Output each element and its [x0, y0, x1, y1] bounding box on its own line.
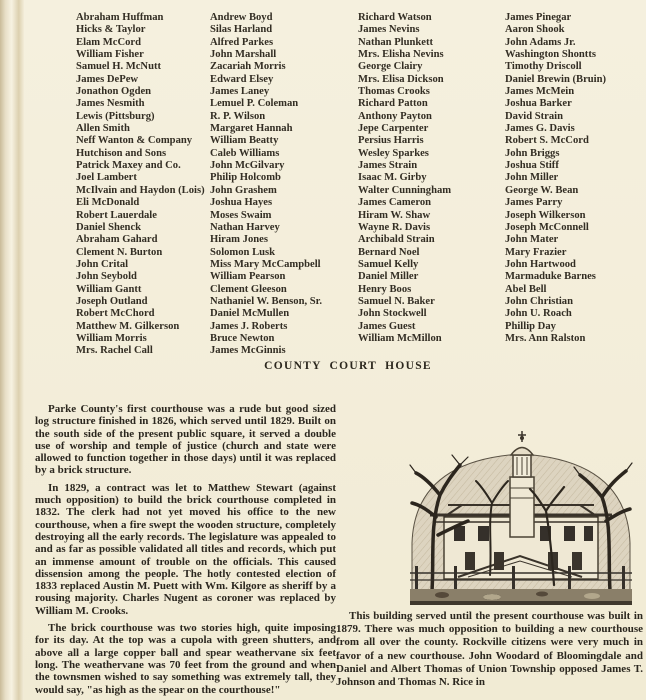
name-entry: Clement Gleeson [210, 283, 287, 295]
name-entry: Jepe Carpenter [358, 123, 429, 135]
name-entry: McIlvain and Haydon (Lois) [76, 184, 205, 196]
name-entry: Isaac M. Girby [358, 172, 427, 184]
name-entry: Robert McChord [76, 308, 155, 320]
name-entry: Joshua Hayes [210, 197, 273, 209]
name-entry: Daniel Shenck [76, 221, 142, 233]
name-entry: Anthony Payton [358, 110, 432, 122]
name-entry: John Miller [505, 172, 559, 184]
name-entry: James McMein [505, 86, 575, 98]
name-entry: Walter Cunningham [358, 184, 452, 196]
name-entry: James Laney [210, 86, 270, 98]
name-entry: Alfred Parkes [210, 36, 274, 48]
name-entry: Nathaniel W. Benson, Sr. [210, 295, 323, 307]
name-entry: Washington Shontts [505, 49, 596, 61]
name-entry: Joseph Wilkerson [505, 209, 586, 221]
name-entry: James McGinnis [210, 345, 286, 357]
name-entry: Nathan Plunkett [358, 36, 434, 48]
name-entry: James Pinegar [505, 12, 572, 23]
name-entry: John Adams Jr. [505, 36, 576, 48]
courthouse-illustration [402, 425, 641, 610]
name-entry: Archibald Strain [358, 234, 435, 246]
name-entry: Wesley Sparkes [358, 147, 429, 159]
name-entry: Clement N. Burton [76, 246, 163, 258]
name-entry: John Marshall [210, 49, 277, 61]
name-entry: Richard Watson [358, 12, 432, 23]
name-entry: William Morris [76, 332, 147, 344]
name-entry: Hutchison and Sons [76, 147, 167, 159]
name-entry: Bruce Newton [210, 332, 275, 344]
courthouse-drawing-icon [402, 425, 641, 610]
name-entry: Mary Frazier [505, 246, 567, 258]
name-entry: James Cameron [358, 197, 432, 209]
name-entry: John Stockwell [358, 308, 427, 320]
name-column-2 [210, 12, 358, 358]
name-entry: John Seybold [76, 271, 137, 283]
name-entry: Joseph Outland [76, 295, 148, 307]
name-entry: Daniel Miller [358, 271, 419, 283]
name-entry: Samuel N. Baker [358, 295, 435, 307]
name-entry: Joel Lambert [76, 172, 137, 184]
name-entry: William Fisher [76, 49, 144, 61]
name-entry: Joseph McConnell [505, 221, 589, 233]
article-paragraph: The brick courthouse was two stories high, quite imposing for its day. At the top was a cupola with green shutters, and above all a large copper ball and spear weathervane six feet long. The weathervane was 70 feet from the ground and when the townsmen wished to say something was extremely tall, they would say, "as high as the spear on the courthouse!" [35, 622, 336, 696]
name-entry: Wayne R. Davis [358, 221, 431, 233]
name-entry: Moses Swaim [210, 209, 272, 221]
name-entry: Mrs. Ann Ralston [505, 332, 586, 344]
name-entry: Zacariah Morris [210, 61, 286, 73]
name-entry: James Strain [358, 160, 418, 172]
name-entry: Robert S. McCord [505, 135, 589, 147]
name-entry: John Mater [505, 234, 559, 246]
name-entry: Mrs. Rachel Call [76, 345, 153, 357]
name-entry: Richard Patton [358, 98, 428, 110]
name-entry: James DePew [76, 73, 139, 85]
name-list-section [76, 12, 646, 358]
name-entry: Hiram W. Shaw [358, 209, 431, 221]
name-entry: Patrick Maxey and Co. [76, 160, 181, 172]
name-entry: John Hartwood [505, 258, 576, 270]
section-heading: COUNTY COURT HOUSE [264, 360, 432, 372]
name-entry: George Clairy [358, 61, 423, 73]
caption-text: This building served until the present courthouse was built in 1879. There was much opposition to building a new courthouse from all over the county. Rockville citizens were very much in favor of a new courthouse. John Woodard of Bloomingdale and Daniel and Albert Thomas of Union Township opposed James T. Johnson and Thomas N. Rice in [336, 610, 643, 689]
name-entry: Andrew Boyd [210, 12, 273, 23]
name-entry: Joshua Stiff [505, 160, 559, 172]
name-entry: Neff Wanton & Company [76, 135, 193, 147]
name-entry: Philip Holcomb [210, 172, 281, 184]
book-binding-edge [0, 0, 24, 700]
name-entry: R. P. Wilson [210, 110, 266, 122]
name-entry: Daniel Brewin (Bruin) [505, 73, 607, 85]
name-entry: Samuel Kelly [358, 258, 419, 270]
name-entry: Henry Boos [358, 283, 412, 295]
name-entry: James Nevins [358, 24, 420, 36]
name-entry: Abel Bell [505, 283, 547, 295]
name-column-1 [76, 12, 210, 358]
name-entry: Silas Harland [210, 24, 273, 36]
name-entry: William McMillon [358, 332, 442, 344]
name-entry: Timothy Driscoll [505, 61, 582, 73]
name-column-3 [358, 12, 505, 358]
name-entry: William Beatty [210, 135, 279, 147]
name-entry: John McGilvary [210, 160, 285, 172]
name-entry: Mrs. Elisa Dickson [358, 73, 444, 85]
name-entry: Eli McDonald [76, 197, 140, 209]
name-entry: Miss Mary McCampbell [210, 258, 321, 270]
name-entry: Thomas Crooks [358, 86, 430, 98]
article-paragraph: Parke County's first courthouse was a rude but good sized log structure finished in 1826, which served until 1829. Built on the south side of the present public square, it served a double use of worship and temple of justice (church and state were allowed to function together in those days) until it was replaced by a brick structure. [35, 403, 336, 477]
name-entry: George W. Bean [505, 184, 579, 196]
name-entry: Elam McCord [76, 36, 142, 48]
article-paragraph: In 1829, a contract was let to Matthew Stewart (against much opposition) to build the brick courthouse completed in 1832. The clerk had not yet moved his office to the new courthouse, when a fire swept the wooden structure, completely destroying all the early records. The legislature was appealed to and as far as possible validated all titles and records, which put an immense amount of trouble on the officials. This caused dissension among the people. The hotly contested election of 1833 replaced Austin M. Puett with Wm. Kilgore as sheriff by a rousing majority. Charles Nugent as coroner was replaced by William M. Crooks. [35, 481, 336, 617]
name-entry: Joshua Barker [505, 98, 572, 110]
name-entry: Margaret Hannah [210, 123, 293, 135]
name-entry: Aaron Shook [505, 24, 565, 36]
name-entry: John U. Roach [505, 308, 572, 320]
name-entry: James G. Davis [505, 123, 575, 135]
name-entry: Bernard Noel [358, 246, 420, 258]
name-entry: Robert Lauerdale [76, 209, 157, 221]
name-entry: James Guest [358, 320, 416, 332]
name-entry: Samuel H. McNutt [76, 61, 162, 73]
name-entry: Solomon Lusk [210, 246, 276, 258]
name-entry: William Pearson [210, 271, 286, 283]
name-entry: Hicks & Taylor [76, 24, 146, 36]
name-entry: Jonathon Ogden [76, 86, 152, 98]
name-entry: Lewis (Pittsburg) [76, 110, 155, 122]
name-entry: Marmaduke Barnes [505, 271, 596, 283]
name-entry: David Strain [505, 110, 563, 122]
name-entry: William Gantt [76, 283, 142, 295]
name-entry: Edward Elsey [210, 73, 274, 85]
name-entry: John Briggs [505, 147, 560, 159]
article-body [35, 403, 336, 700]
name-entry: James J. Roberts [210, 320, 288, 332]
name-entry: Persius Harris [358, 135, 424, 147]
name-entry: Allen Smith [76, 123, 130, 135]
name-entry: John Grashem [210, 184, 277, 196]
name-entry: James Parry [505, 197, 563, 209]
name-entry: Matthew M. Gilkerson [76, 320, 180, 332]
name-entry: James Nesmith [76, 98, 145, 110]
name-entry: Abraham Gahard [76, 234, 158, 246]
name-entry: Phillip Day [505, 320, 556, 332]
name-entry: Mrs. Elisha Nevins [358, 49, 444, 61]
name-entry: Hiram Jones [210, 234, 268, 246]
name-entry: Daniel McMullen [210, 308, 290, 320]
name-entry: Nathan Harvey [210, 221, 280, 233]
figure-caption [336, 610, 643, 689]
name-entry: Abraham Huffman [76, 12, 164, 23]
name-entry: John Christian [505, 295, 573, 307]
name-entry: Caleb Williams [210, 147, 280, 159]
name-entry: John Crital [76, 258, 129, 270]
name-entry: Lemuel P. Coleman [210, 98, 299, 110]
name-column-4 [505, 12, 646, 358]
